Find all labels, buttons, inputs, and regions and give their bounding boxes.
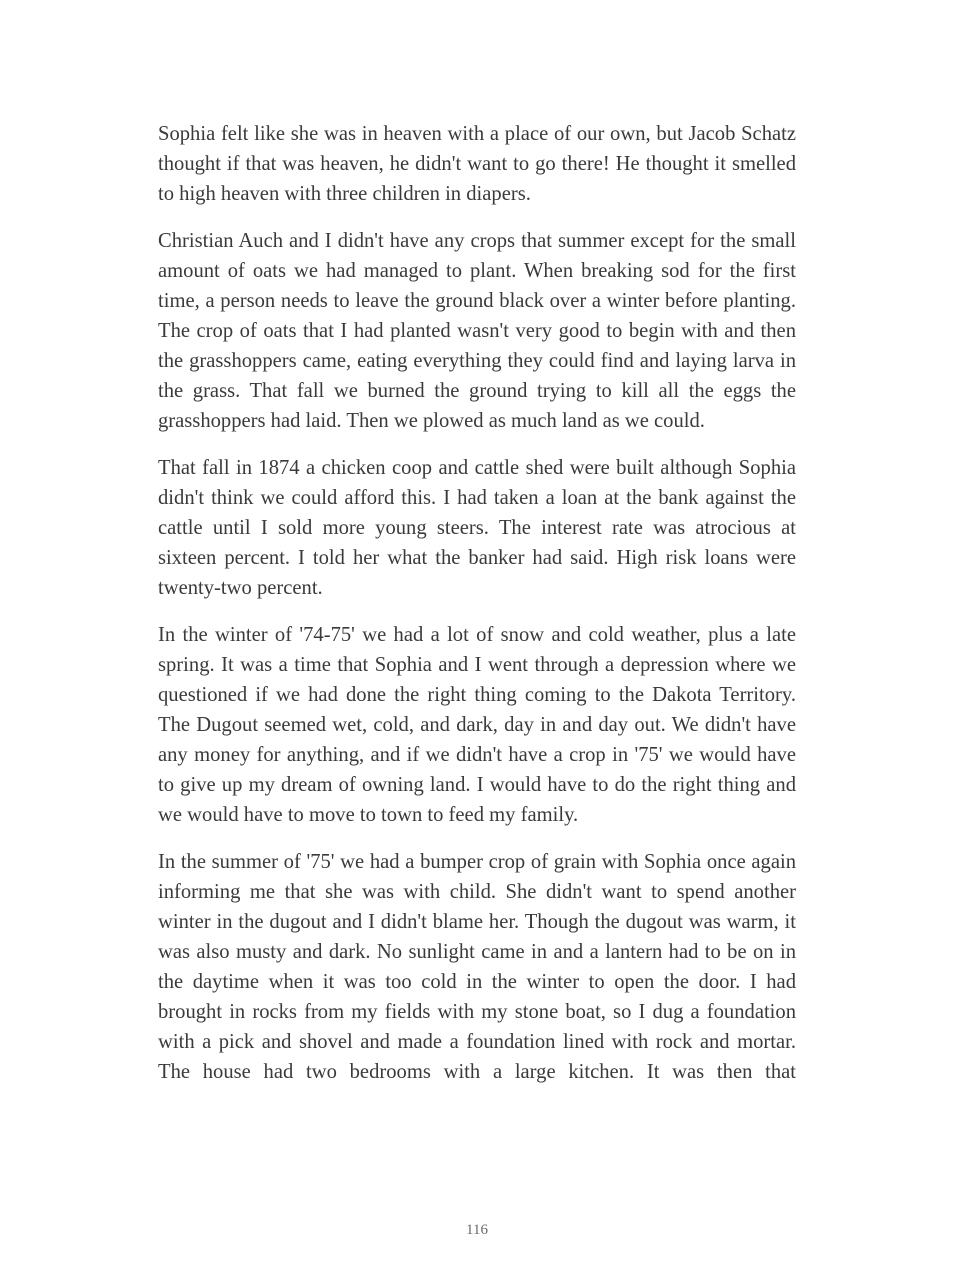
paragraph-5: In the summer of '75' we had a bumper crop of grain with Sophia once again informing me that she was with child. She didn't want to spend another winter in the dugout and I didn't blame her. Though the dugout was warm, it was also musty and dark. No sunlight came in and a lantern had to be on in the daytime when it was too cold in the winter to open the door. I had brought in rocks from my fields with my stone boat, so I dug a foundation with a pick and shovel and made a foundation lined with rock and mortar. The house had two bedrooms with a large kitchen. It was then that <box>158 851 796 1083</box>
paragraph-3: That fall in 1874 a chicken coop and cattle shed were built although Sophia didn't think we could afford this. I had taken a loan at the bank against the cattle until I sold more young steers. The interest rate was atrocious at sixteen percent. I told her what the banker had said. High risk loans were twenty-two percent. <box>158 457 796 599</box>
paragraph-1: Sophia felt like she was in heaven with a place of our own, but Jacob Schatz thought if that was heaven, he didn't want to go there! He thought it smelled to high heaven with three children in diapers. <box>158 123 796 205</box>
paragraph-4: In the winter of '74-75' we had a lot of snow and cold weather, plus a late spring. It was a time that Sophia and I went through a depression where we questioned if we had done the right thing coming to the Dakota Territory. The Dugout seemed wet, cold, and dark, day in and day out. We didn't have any money for anything, and if we didn't have a crop in '75' we would have to give up my dream of owning land. I would have to do the right thing and we would have to move to town to feed my family. <box>158 624 796 826</box>
paragraph-2: Christian Auch and I didn't have any crops that summer except for the small amount of oats we had managed to plant. When breaking sod for the first time, a person needs to leave the ground black over a winter before planting. The crop of oats that I had planted wasn't very good to begin with and then the grasshoppers came, eating everything they could find and laying larva in the grass. That fall we burned the ground trying to kill all the eggs the grasshoppers had laid. Then we plowed as much land as we could. <box>158 230 796 432</box>
page-number: 116 <box>466 1222 488 1238</box>
body-text <box>158 119 796 1087</box>
